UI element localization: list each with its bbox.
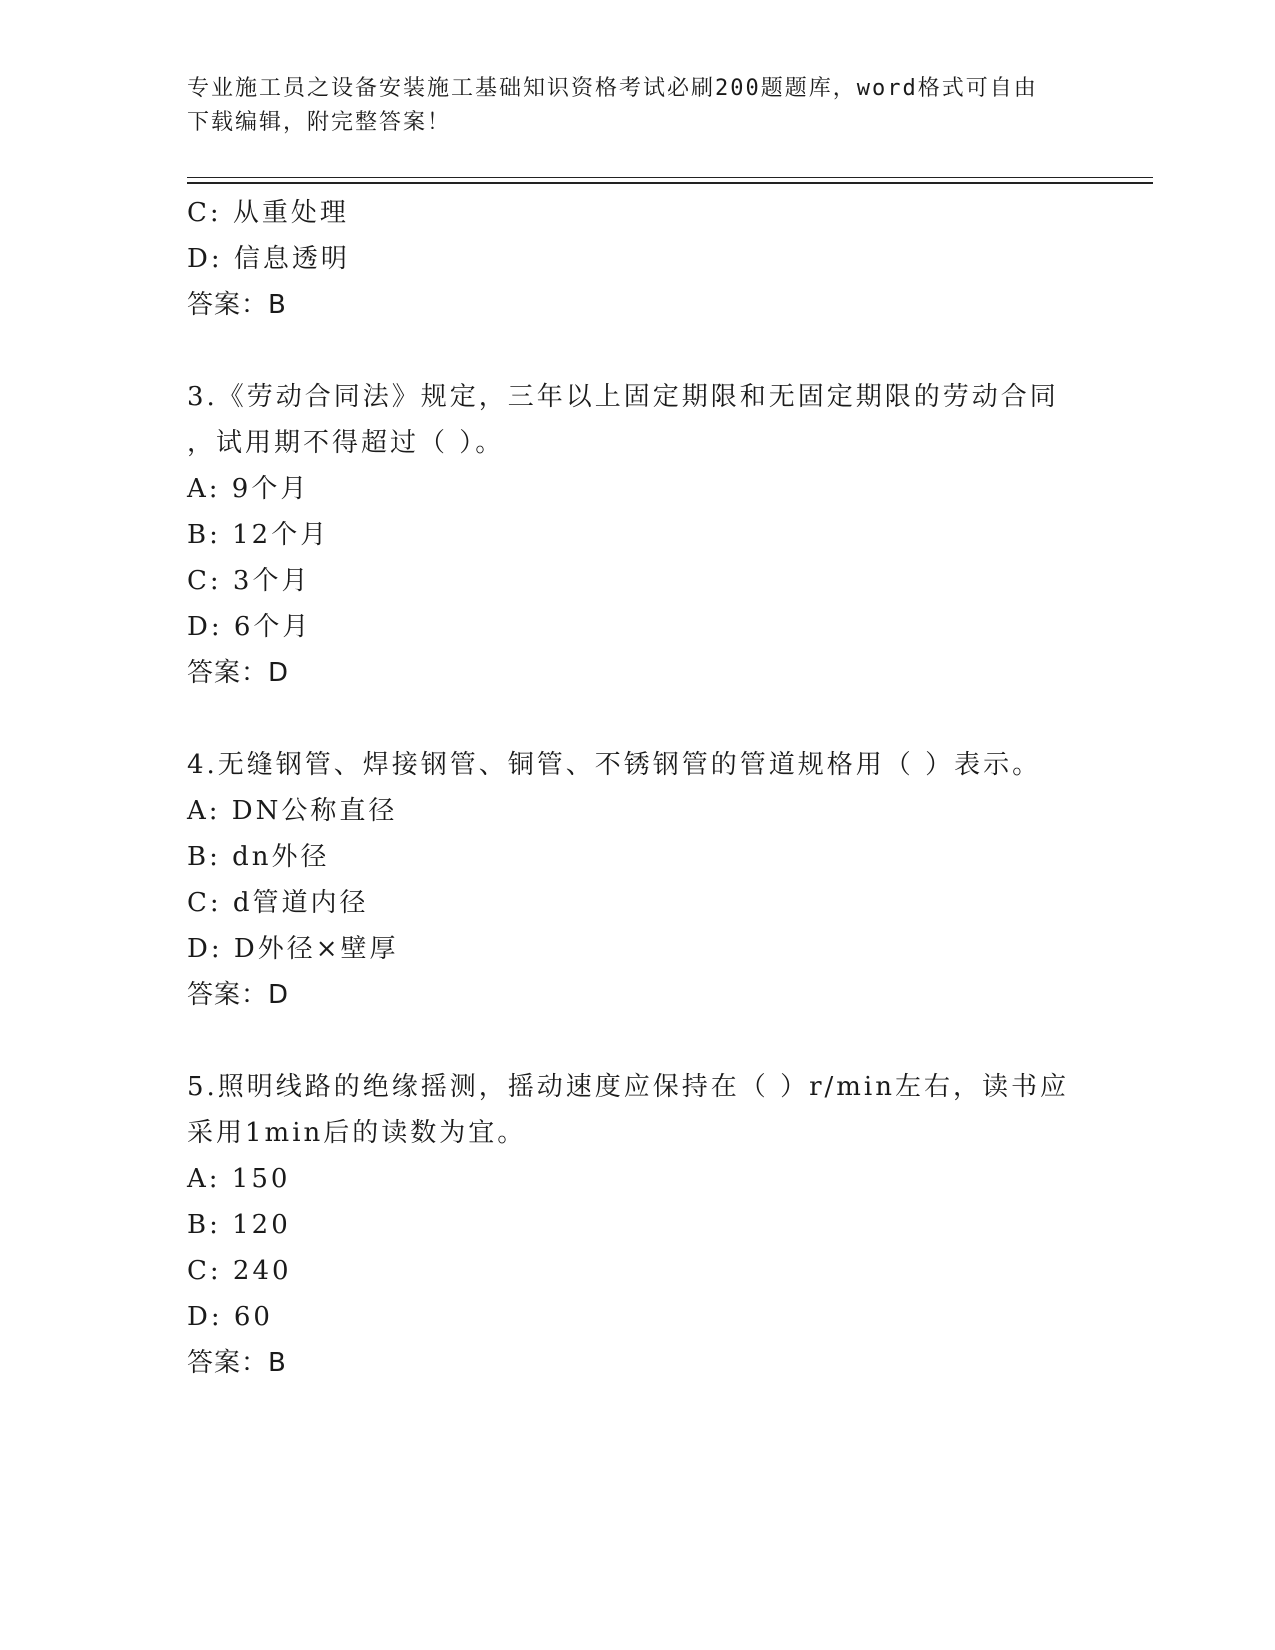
header-rule-thick xyxy=(187,182,1153,184)
spacer xyxy=(187,328,1087,374)
document-header: 专业施工员之设备安装施工基础知识资格考试必刷200题题库，word格式可自由 下载编辑，附完整答案！ xyxy=(187,76,1038,135)
question-text-line: 5.照明线路的绝缘摇测，摇动速度应保持在（ ）r/min左右，读书应 xyxy=(187,1072,1069,1102)
question-3 xyxy=(187,374,1087,696)
question-text-line: ，试用期不得超过（ ）。 xyxy=(187,428,505,458)
answer-line: 答案：B xyxy=(187,290,287,320)
option-d: D: 信息透明 xyxy=(187,244,350,274)
partial-question xyxy=(187,190,1087,328)
answer-line: 答案：B xyxy=(187,1348,287,1378)
option-a: A: 9个月 xyxy=(187,474,310,504)
option-c: C: 240 xyxy=(187,1256,292,1286)
question-text-line: 4.无缝钢管、焊接钢管、铜管、不锈钢管的管道规格用（ ）表示。 xyxy=(187,750,1042,780)
question-content xyxy=(187,190,1087,1386)
option-b: B: 120 xyxy=(187,1210,291,1240)
option-d: D: 60 xyxy=(187,1302,273,1332)
spacer xyxy=(187,1018,1087,1064)
answer-line: 答案：D xyxy=(187,658,290,688)
spacer xyxy=(187,696,1087,742)
header-rule-thin xyxy=(187,177,1153,178)
option-c: C: 3个月 xyxy=(187,566,311,596)
option-a: A: 150 xyxy=(187,1164,291,1194)
option-a: A: DN公称直径 xyxy=(187,796,398,826)
question-4 xyxy=(187,742,1087,1018)
option-d: D: D外径×壁厚 xyxy=(187,934,399,964)
option-c: C: 从重处理 xyxy=(187,198,349,228)
option-c: C: d管道内径 xyxy=(187,888,369,918)
answer-line: 答案：D xyxy=(187,980,290,1010)
question-5 xyxy=(187,1064,1087,1386)
option-b: B: 12个月 xyxy=(187,520,330,550)
question-text-line: 3.《劳动合同法》规定，三年以上固定期限和无固定期限的劳动合同 xyxy=(187,382,1059,412)
option-b: B: dn外径 xyxy=(187,842,330,872)
question-text-line: 采用1min后的读数为宜。 xyxy=(187,1118,527,1148)
option-d: D: 6个月 xyxy=(187,612,312,642)
